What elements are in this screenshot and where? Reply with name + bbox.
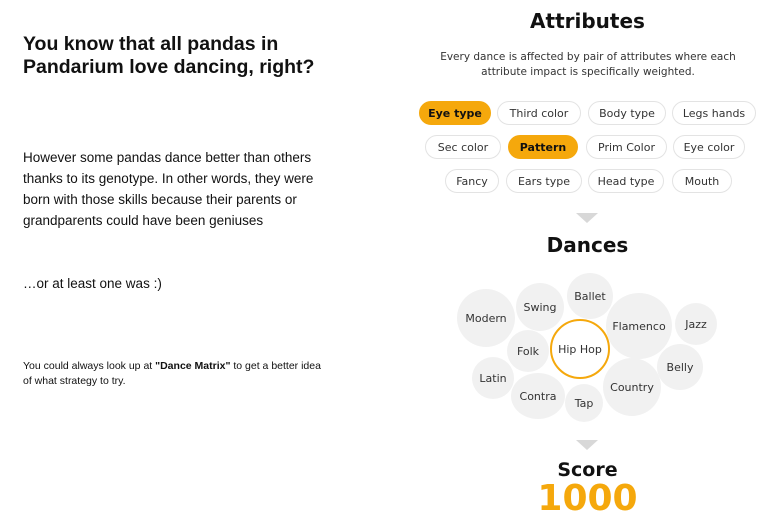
dance-belly[interactable]: Belly xyxy=(657,344,703,390)
down-arrow-icon xyxy=(576,213,598,223)
dance-matrix-note xyxy=(23,359,323,389)
attributes-title: Attributes xyxy=(530,9,645,33)
score-label: Score xyxy=(557,459,618,481)
attribute-head-type[interactable]: Head type xyxy=(588,169,664,193)
attribute-prim-color[interactable]: Prim Color xyxy=(586,135,667,159)
note-suffix: to get a better idea of what strategy to try. xyxy=(23,360,321,387)
attribute-ears-type[interactable]: Ears type xyxy=(506,169,582,193)
attribute-eye-color[interactable]: Eye color xyxy=(673,135,745,159)
attribute-body-type[interactable]: Body type xyxy=(588,101,666,125)
attribute-eye-type[interactable]: Eye type xyxy=(419,101,491,125)
dance-latin[interactable]: Latin xyxy=(472,357,514,399)
score-value: 1000 xyxy=(537,478,638,519)
dances-title: Dances xyxy=(546,233,629,257)
attribute-sec-color[interactable]: Sec color xyxy=(425,135,501,159)
attribute-third-color[interactable]: Third color xyxy=(497,101,581,125)
dance-matrix-link[interactable]: "Dance Matrix" xyxy=(155,360,231,372)
dance-hip-hop[interactable]: Hip Hop xyxy=(550,319,610,379)
attribute-pattern[interactable]: Pattern xyxy=(508,135,578,159)
dance-jazz[interactable]: Jazz xyxy=(675,303,717,345)
attribute-fancy[interactable]: Fancy xyxy=(445,169,499,193)
attribute-legs-hands[interactable]: Legs hands xyxy=(672,101,756,125)
dance-tap[interactable]: Tap xyxy=(565,384,603,422)
intro-paragraph: However some pandas dance better than others thanks to its genotype. In other words, they were born with those skills because their parents or grandparents could have been geniuses xyxy=(23,150,314,228)
down-arrow-icon xyxy=(576,440,598,450)
dance-swing[interactable]: Swing xyxy=(516,283,564,331)
dance-country[interactable]: Country xyxy=(603,358,661,416)
game-panel xyxy=(410,0,765,525)
note-prefix: You could always look up at xyxy=(23,360,156,372)
dance-folk[interactable]: Folk xyxy=(507,330,549,372)
dance-flamenco[interactable]: Flamenco xyxy=(606,293,672,359)
attribute-mouth[interactable]: Mouth xyxy=(672,169,732,193)
dance-modern[interactable]: Modern xyxy=(457,289,515,347)
intro-aside: …or at least one was :) xyxy=(23,276,162,291)
dance-ballet[interactable]: Ballet xyxy=(567,273,613,319)
dance-contra[interactable]: Contra xyxy=(511,373,565,419)
attributes-subtitle: Every dance is affected by pair of attributes where each attribute impact is specifically weighted. xyxy=(440,51,736,78)
intro-headline: You know that all pandas in Pandarium love dancing, right? xyxy=(23,33,315,78)
